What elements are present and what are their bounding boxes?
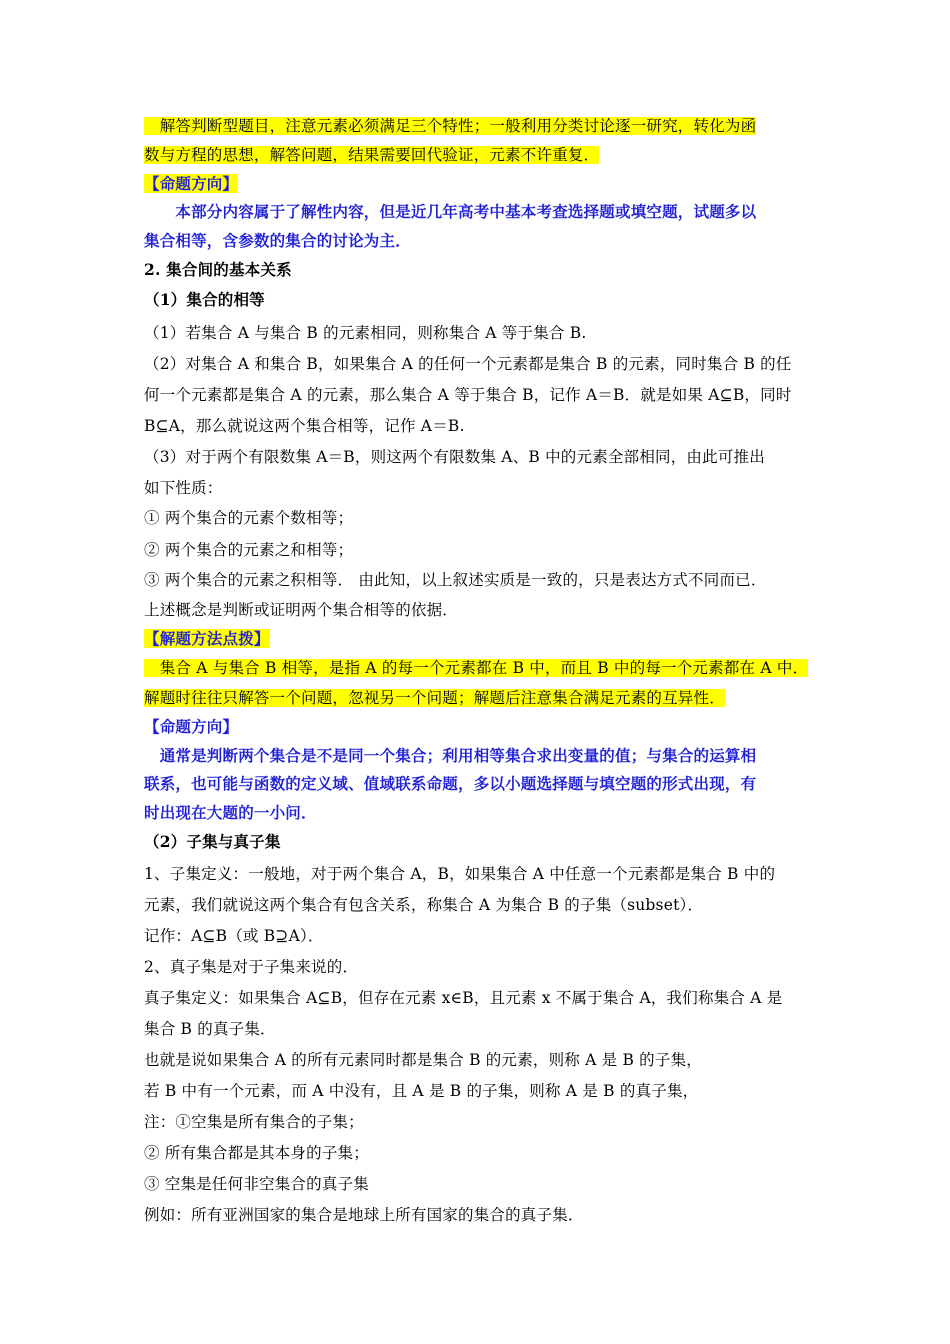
- text-line: 上述概念是判断或证明两个集合相等的依据．: [144, 601, 459, 619]
- highlighted-text: 解题时往往只解答一个问题，忽视另一个问题；解题后注意集合满足元素的互异性．: [144, 689, 725, 707]
- text-line: 元素，我们就说这两个集合有包含关系，称集合 A 为集合 B 的子集（subset）．: [144, 896, 704, 914]
- blue-line-2: 集合相等，含参数的集合的讨论为主．: [144, 231, 411, 250]
- highlight-line-1: [144, 113, 756, 139]
- highlighted-text: 数与方程的思想，解答问题，结果需要回代验证，元素不许重复．: [144, 146, 600, 164]
- blue-line-1: 本部分内容属于了解性内容，但是近几年高考中基本考查选择题或填空题，试题多以: [144, 202, 757, 221]
- heading-method: [144, 626, 270, 652]
- list-item: ① 两个集合的元素个数相等；: [144, 509, 354, 527]
- text-line: 集合 B 的真子集．: [144, 1020, 276, 1038]
- text-line: 2、真子集是对于子集来说的．: [144, 958, 359, 976]
- text-line: 记作：A⊆B（或 B⊇A）．: [144, 927, 324, 945]
- highlighted-text: 集合 A 与集合 B 相等，是指 A 的每一个元素都在 B 中，而且 B 中的每一个元素都在 A 中．: [144, 659, 809, 677]
- list-item: ③ 空集是任何非空集合的真子集: [144, 1175, 369, 1193]
- blue-line-3: 通常是判断两个集合是不是同一个集合；利用相等集合求出变量的值；与集合的运算相: [144, 746, 757, 765]
- highlighted-text: 解答判断型题目，注意元素必须满足三个特性；一般利用分类讨论逐一研究，转化为函: [144, 117, 757, 135]
- text-line: B⊆A，那么就说这两个集合相等，记作 A＝B.: [144, 417, 465, 435]
- highlight-line-4: [144, 685, 725, 711]
- text-line: 如下性质：: [144, 479, 223, 497]
- heading-text: 【解题方法点拨】: [144, 629, 270, 648]
- heading-mingti-1: [144, 171, 238, 197]
- subsection-title-2: （2）子集与真子集: [144, 832, 281, 851]
- blue-line-4: 联系，也可能与函数的定义域、值域联系命题，多以小题选择题与填空题的形式出现，有: [144, 774, 757, 793]
- highlight-line-2: [144, 142, 599, 168]
- heading-mingti-2: 【命题方向】: [144, 717, 239, 736]
- section-title-2: 2. 集合间的基本关系: [144, 260, 292, 279]
- text-line: （1）若集合 A 与集合 B 的元素相同，则称集合 A 等于集合 B.: [144, 324, 587, 342]
- text-line: 也就是说如果集合 A 的所有元素同时都是集合 B 的元素，则称 A 是 B 的子集，: [144, 1051, 702, 1069]
- list-item: ② 所有集合都是其本身的子集；: [144, 1144, 369, 1162]
- heading-text: 【命题方向】: [144, 174, 239, 193]
- text-line: 何一个元素都是集合 A 的元素，那么集合 A 等于集合 B，记作 A＝B．就是如果 A⊆B，同时: [144, 386, 792, 404]
- text-line: （3）对于两个有限数集 A＝B，则这两个有限数集 A、B 中的元素全部相同，由此可推出: [144, 448, 765, 466]
- list-item: 注：①空集是所有集合的子集；: [144, 1113, 364, 1131]
- text-line: 例如：所有亚洲国家的集合是地球上所有国家的集合的真子集．: [144, 1206, 584, 1224]
- text-line: （2）对集合 A 和集合 B，如果集合 A 的任何一个元素都是集合 B 的元素，同时集合 B 的任: [144, 355, 792, 373]
- text-line: 1、子集定义：一般地，对于两个集合 A，B，如果集合 A 中任意一个元素都是集合 B 中的: [144, 865, 776, 883]
- subsection-title-1: （1）集合的相等: [144, 290, 265, 309]
- blue-line-5: 时出现在大题的一小问．: [144, 803, 317, 822]
- highlight-line-3: [144, 655, 808, 681]
- list-item: ③ 两个集合的元素之积相等． 由此知，以上叙述实质是一致的，只是表达方式不同而已．: [144, 571, 767, 589]
- text-line: 真子集定义：如果集合 A⊆B，但存在元素 x∈B，且元素 x 不属于集合 A，我们称集合 A 是: [144, 989, 783, 1007]
- text-line: 若 B 中有一个元素，而 A 中没有，且 A 是 B 的子集，则称 A 是 B 的真子集，: [144, 1082, 699, 1100]
- list-item: ② 两个集合的元素之和相等；: [144, 541, 354, 559]
